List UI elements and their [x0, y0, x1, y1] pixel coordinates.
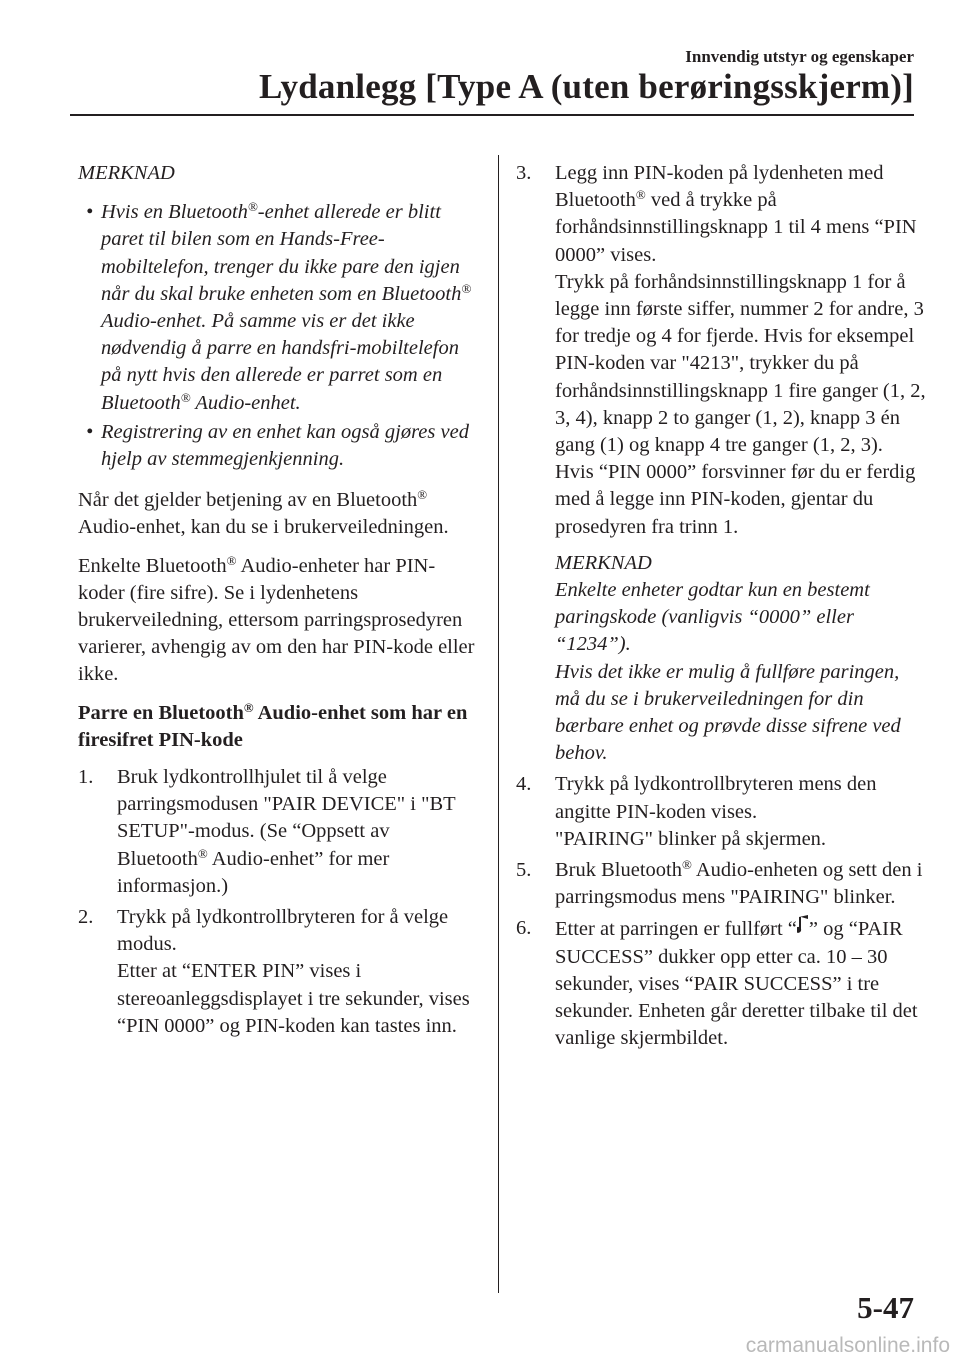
header-rule: [70, 114, 914, 116]
step-number: 6.: [516, 917, 532, 940]
para-text: Enkelte Bluetooth: [78, 554, 227, 577]
subheading-text: Audio-enhet som har en firesifret PIN-kode: [78, 701, 468, 751]
step-text: Trykk på lydkontrollbryteren mens den angitte PIN-koden vises.: [555, 773, 877, 823]
registered-mark: ®: [243, 699, 254, 715]
step-number: 1.: [78, 766, 94, 789]
step-text: ” og “PAIR SUCCESS” dukker opp etter ca. 10 – 30 sekunder, vises “PAIR SUCCESS” i tre sekunder. Enheten går deretter tilbake til det vanlige skjermbildet.: [555, 918, 918, 1050]
step-item: [516, 915, 926, 1052]
step-text: Audio-enhet” for mer informasjon.): [117, 847, 390, 897]
note-text: Hvis det ikke er mulig å fullføre paringen, må du se i brukerveiledningen for din bærbare enhet og prøvde disse sifrene ved behov.: [555, 660, 901, 765]
note-text: Enkelte enheter godtar kun en bestemt paringskode (vanligvis “0000” eller “1234”).: [555, 579, 870, 656]
note-bullet-item: [78, 419, 478, 473]
step-text: Legg inn PIN-koden på lydenheten med Bluetooth: [555, 162, 884, 212]
music-note-icon: [797, 915, 809, 943]
note-heading: MERKNAD: [78, 162, 175, 184]
note-text: Registrering av en enhet kan også gjøres ved hjelp av stemmegjenkjenning.: [101, 420, 469, 471]
step-number: 4.: [516, 773, 532, 796]
registered-mark: ®: [226, 552, 237, 568]
watermark: carmanualsonline.info: [745, 1334, 950, 1357]
page-number: 5-47: [857, 1290, 914, 1325]
bullet-icon: •: [86, 420, 94, 443]
step-text: Etter at “ENTER PIN” vises i stereoanleggsdisplayet i tre sekunder, vises “PIN 0000” og PIN-koden kan tastes inn.: [117, 960, 470, 1037]
inner-note: [555, 550, 926, 768]
note-text: Audio-enhet.: [190, 391, 301, 414]
bullet-icon: •: [86, 201, 94, 224]
registered-mark: ®: [635, 187, 646, 203]
registered-mark: ®: [197, 845, 208, 861]
step-item: [78, 764, 478, 900]
note-text: Hvis en Bluetooth: [101, 201, 248, 224]
step-number: 3.: [516, 162, 532, 184]
para-text: Når det gjelder betjening av en Bluetooth: [78, 489, 418, 512]
column-divider: [498, 155, 499, 1293]
step-number: 5.: [516, 859, 532, 882]
subheading: [78, 700, 478, 754]
step-text: ved å trykke på forhåndsinnstillingsknapp 1 til 4 mens “PIN 0000” vises.: [555, 189, 917, 266]
step-item: [516, 857, 926, 911]
note-bullet-item: [78, 199, 478, 417]
paragraph-operation: [78, 487, 478, 541]
subheading-text: Parre en Bluetooth: [78, 701, 244, 724]
step-list: [516, 160, 926, 1053]
step-text: Audio-enheten og sett den i parringsmodus mens "PAIRING" blinker.: [555, 859, 923, 909]
section-header: Innvendig utstyr og egenskaper: [685, 47, 914, 66]
registered-mark: ®: [180, 389, 191, 405]
registered-mark: ®: [681, 857, 692, 873]
step-text: "PAIRING" blinker på skjermen.: [555, 827, 827, 850]
note-bullet-list: [78, 199, 478, 473]
step-text: Trykk på lydkontrollbryteren for å velge modus.: [117, 906, 449, 956]
page-title: Lydanlegg [Type A (uten berøringsskjerm)]: [258, 67, 914, 106]
para-text: Audio-enheter har PIN-koder (fire sifre). Se i lydenhetens brukerveiledning, ettersom parringsprosedyren varierer, avhengig av om den har PIN-kode eller ikke.: [78, 554, 475, 686]
registered-mark: ®: [461, 280, 472, 296]
step-number: 2.: [78, 906, 94, 929]
note-text: Audio-enhet. På samme vis er det ikke nødvendig å parre en handsfri-mobiltelefon på nytt hvis den allerede er parret som en Bluetooth: [101, 310, 459, 414]
step-item: [516, 771, 926, 853]
step-item: [516, 160, 926, 767]
registered-mark: ®: [247, 199, 258, 215]
right-column: [516, 160, 926, 1057]
step-text: Bruk lydkontrollhjulet til å velge parringsmodusen "PAIR DEVICE" i "BT SETUP"-modus. (Se “Oppsett av Bluetooth: [117, 766, 456, 870]
step-text: Bruk Bluetooth: [555, 859, 682, 882]
registered-mark: ®: [417, 487, 428, 503]
step-text: Etter at parringen er fullført “: [555, 918, 797, 941]
step-item: [78, 904, 478, 1040]
para-text: Audio-enhet, kan du se i brukerveiledningen.: [78, 516, 449, 539]
note-heading: MERKNAD: [555, 551, 652, 574]
step-text: Trykk på forhåndsinnstillingsknapp 1 for å legge inn første siffer, nummer 2 for andre, 3 for tredje og 4 for fjerde. Hvis for eksempel PIN-koden var "4213", trykker du på forhåndsinnstillingsknapp 1 fire ganger (1, 2, 3, 4), knapp 2 to ganger (1, 2), knapp 3 én gang (1) og knapp 4 tre ganger (1, 2, 3). Hvis “PIN 0000” forsvinner før du er ferdig med å legge inn PIN-koden, gjentar du prosedyren fra trinn 1.: [555, 270, 926, 538]
note-text: -enhet allerede er blitt paret til bilen som en Hands-Free-mobiltelefon, trenger du ikke pare den igjen når du skal bruke enheten som en Bluetooth: [101, 201, 462, 305]
left-column: [78, 160, 478, 1044]
paragraph-pin: [78, 553, 478, 689]
step-list: [78, 764, 478, 1040]
